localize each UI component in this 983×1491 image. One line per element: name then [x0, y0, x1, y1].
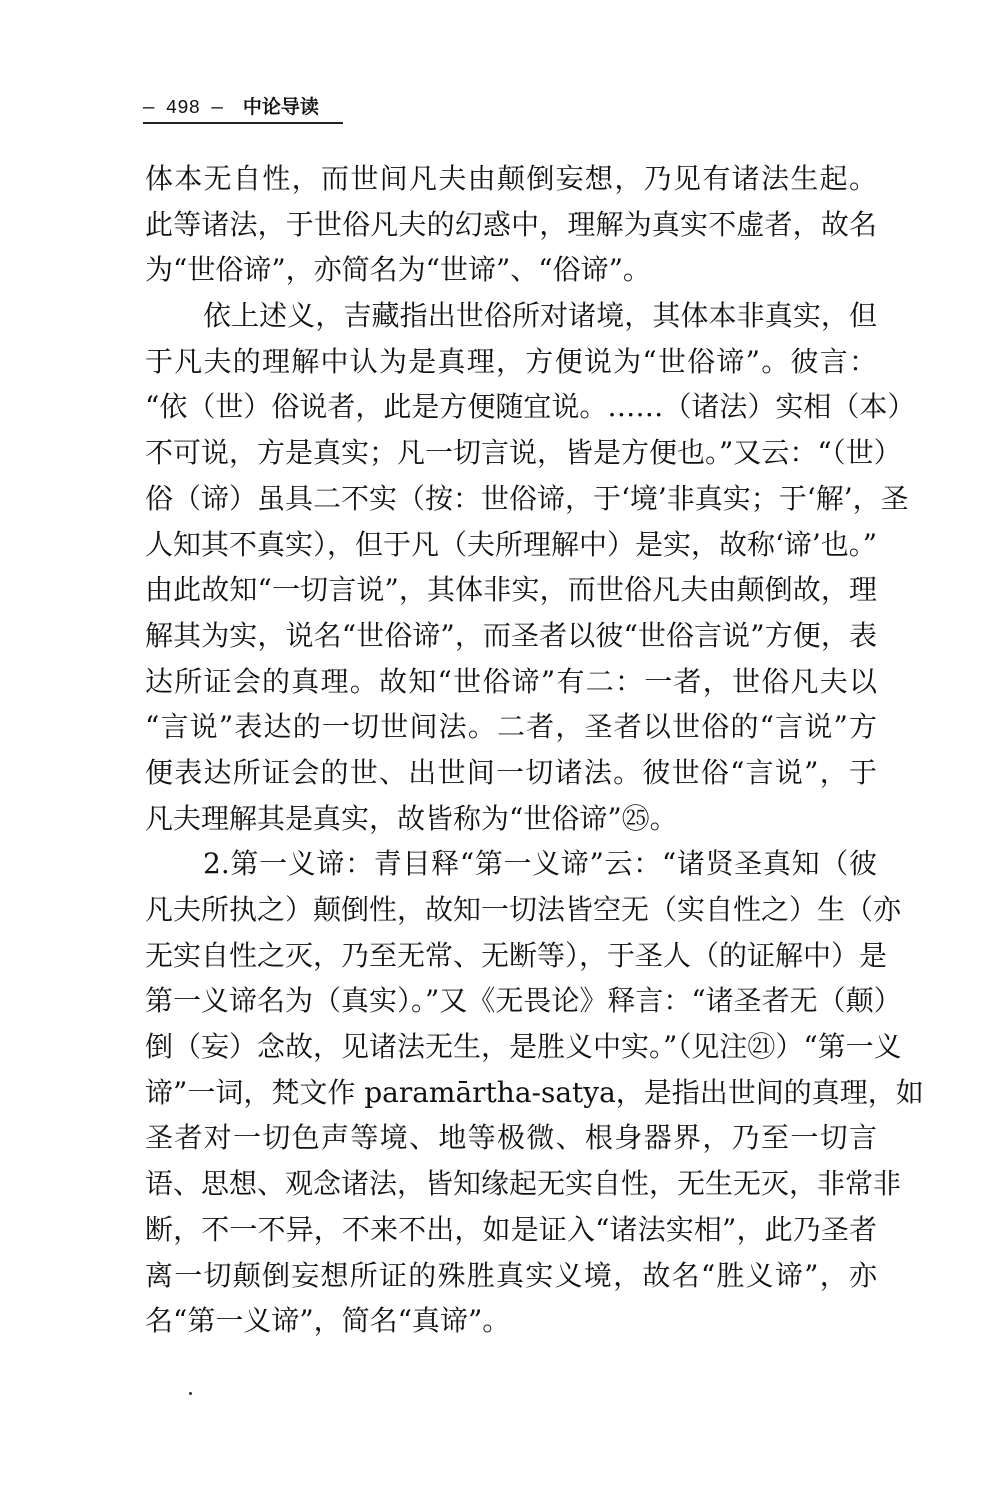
text-line: 达所证会的真理。故知“世俗谛”有二：一者，世俗凡夫以: [145, 664, 877, 698]
text-line: “依（世）俗说者，此是方便随宜说。……（诸法）实相（本）: [145, 390, 916, 424]
text-line: 体本无自性，而世间凡夫由颠倒妄想，乃见有诸法生起。: [145, 162, 877, 195]
text-line: 解其为实，说名“世俗谛”，而圣者以彼“世俗言说”方便，表: [145, 618, 877, 652]
text-line: 便表达所证会的世、出世间一切诸法。彼世俗“言说”，于: [145, 755, 877, 789]
text-line: 由此故知“一切言说”，其体非实，而世俗凡夫由颠倒故，理: [145, 573, 877, 607]
text-line: 为“世俗谛”，亦简名为“世谛”、“俗谛”。: [145, 253, 651, 287]
page-number: — 498 —: [143, 97, 223, 119]
text-line: 谛”一词，梵文作 paramārtha-satya，是指出世间的真理，如: [145, 1075, 924, 1109]
text-line: 俗（谛）虽具二不实（按：世俗谛，于‘境’非真实；于‘解’，圣: [145, 481, 909, 515]
scan-speck: [189, 1392, 192, 1395]
text-line: 凡夫所执之）颠倒性，故知一切法皆空无（实自性之）生（亦: [145, 893, 902, 926]
text-line: 依上述义，吉藏指出世俗所对诸境，其体本非真实，但: [203, 299, 877, 333]
text-line: 2.第一义谛：青目释“第一义谛”云：“诸贤圣真知（彼: [203, 847, 877, 881]
text-line: 人知其不真实），但于凡（夫所理解中）是实，故称‘谛’也。”: [145, 527, 878, 561]
text-line: 此等诸法，于世俗凡夫的幻惑中，理解为真实不虚者，故名: [145, 207, 877, 241]
text-line: 倒（妄）念故，见诸法无生，是胜义中实。”（见注㉑）“第一义: [145, 1030, 902, 1064]
text-line: “言说”表达的一切世间法。二者，圣者以世俗的“言说”方: [145, 710, 877, 744]
running-header: [143, 94, 343, 124]
text-line: 无实自性之灭，乃至无常、无断等），于圣人（的证解中）是: [145, 938, 888, 972]
text-line: 凡夫理解其是真实，故皆称为“世俗谛”㉕。: [145, 801, 678, 835]
body-text: [145, 156, 924, 1344]
text-line: 第一义谛名为（真实）。”又《无畏论》释言：“诸圣者无（颠）: [145, 984, 902, 1018]
text-line: 不可说，方是真实；凡一切言说，皆是方便也。”又云：“（世）: [145, 436, 902, 470]
text-line: 离一切颠倒妄想所证的殊胜真实义境，故名“胜义谛”，亦: [145, 1258, 877, 1292]
text-line: 于凡夫的理解中认为是真理，方便说为“世俗谛”。彼言：: [145, 344, 877, 378]
text-line: 语、思想、观念诸法，皆知缘起无实自性，无生无灭，非常非: [145, 1167, 902, 1201]
text-line: 名“第一义谛”，简名“真谛”。: [145, 1304, 511, 1338]
book-title: 中论导读: [242, 96, 319, 118]
text-line: 圣者对一切色声等境、地等极微、根身器界，乃至一切言: [145, 1121, 877, 1155]
text-line: 断，不一不异，不来不出，如是证入“诸法实相”，此乃圣者: [145, 1212, 877, 1246]
